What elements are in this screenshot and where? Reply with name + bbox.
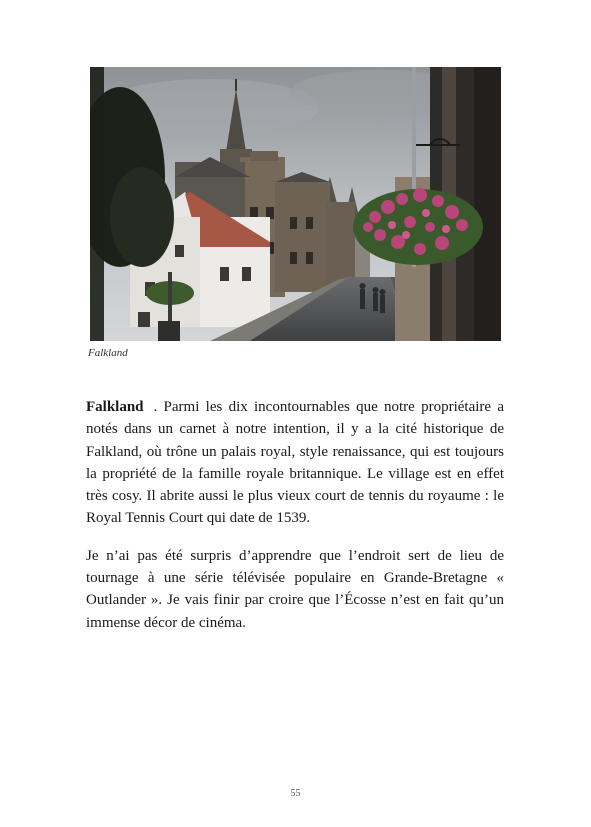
lead-word: Falkland xyxy=(86,399,144,415)
paragraph-1-text: . Parmi les dix incontournables que notre propriétaire a notés dans un carnet à notre intention, il y a la cité historique de Falkland, où trône un palais royal, style renaissance, qui est toujours la propriété de la famille royale britannique. Le village est en effet très cosy. Il abrite aussi le plus vieux court de tennis du royaume : le Royal Tennis Court qui date de 1539. xyxy=(86,399,504,527)
paragraph-2: Je n’ai pas été surpris d’apprendre que l’endroit sert de lieu de tournage à une série télévisée populaire en Grande-Bretagne « Outlander ». Je vais finir par croire que l’Écosse n’est en fait qu’un immense décor de cinéma. xyxy=(86,547,504,631)
village-street-photo xyxy=(90,67,501,341)
body-text xyxy=(86,396,504,649)
page-number: 55 xyxy=(290,788,301,799)
photo-caption: Falkland xyxy=(88,347,128,359)
paragraph-1 xyxy=(86,396,504,530)
